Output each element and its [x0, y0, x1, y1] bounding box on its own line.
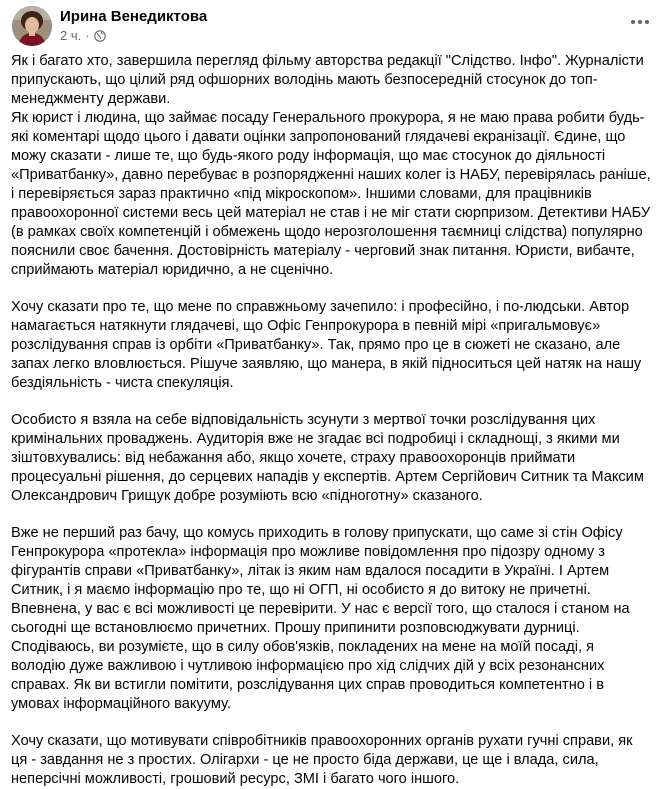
more-horizontal-icon: [630, 19, 650, 25]
author-name[interactable]: Ирина Венедиктова: [60, 8, 208, 25]
globe-icon: [94, 30, 106, 42]
post-time[interactable]: 2 ч.: [60, 28, 82, 43]
avatar-image: [12, 6, 52, 46]
meta-separator: ·: [85, 28, 90, 43]
post-paragraph: Як і багато хто, завершила перегляд фільму авторства редакції "Слідство. Інфо". Журналісти припускають, що цілий ряд офшорних володінь мають безпосередній стосунок до топ-менеджменту держави.: [11, 53, 644, 107]
post-header: [12, 6, 654, 46]
post-text: [11, 52, 651, 789]
post-meta: [60, 28, 106, 43]
post-paragraph: Вже не перший раз бачу, що комусь приходить в голову припускати, що саме зі стін Офісу Генпрокурора «протекла» інформація про можливе повідомлення про підозру одному з фігурантів справи «Приватбанку», літак із яким нам вдалося посадити в Україні. І Артем Ситник, і я маємо інформацію про те, що ні ОГП, ні особисто я до витоку не причетні. Впевнена, у вас є всі можливості це перевірити. У нас є версії того, що сталося і станом на сьогодні ще встановлюємо причетних. Прошу припинити розповсюджувати дурниці. Сподіваюсь, ви розумієте, що в силу обов'язків, покладених на мене на моїй посаді, я володію дуже важливою і чутливою інформацією про хід слідчих дій у всіх резонансних справах. Як ви встигли помітити, розслідування цих справ проводиться компетентно і в умовах інформаційного вакууму.: [11, 525, 630, 712]
post-paragraph: Хочу сказати, що мотивувати співробітників правоохоронних органів рухати гучні справи, як ця - завдання не з простих. Олігархи - це не просто біда держави, це ще і влада, сила, неперсічні можливості, грошовий ресурс, ЗМІ і багато чого іншого.: [11, 733, 633, 787]
more-options-button[interactable]: [626, 12, 654, 32]
avatar[interactable]: [12, 6, 52, 46]
post-paragraph: Як юрист і людина, що займає посаду Генерального прокурора, я не маю права робити будь-які коментарі щодо цього і давати оцінки запропонований глядачеві екранізації. Єдине, що можу сказати - лише те, що будь-якого роду інформація, що має стосунок до діяльності «Приватбанку», давно перебуває в розпорядженні наших колег із НАБУ, перевірялась раніше, і перевіряється зараз практично «під мікроскопом». Іншими словами, для працівників правоохоронної системи весь цей матеріал не став і не міг стати сюрпризом. Детективи НАБУ (в рамках своїх компетенцій і обмежень щодо нерозголошення таємниці слідства) популярно пояснили своє бачення. Достовірність матеріалу - черговий знак питання. Юристи, вибачте, сприймають матеріал юридично, а не сценічно.: [11, 110, 651, 278]
post-paragraph: Особисто я взяла на себе відповідальність зсунути з мертвої точки розслідування цих кримінальних проваджень. Аудиторія вже не згадає всі подробиці і складнощі, з якими ми зіштовхувались: від небажання або, якщо хочете, страху правоохоронців приймати процесуальні рішення, до серцевих нападів у експертів. Артем Сергійович Ситник та Максим Олександрович Грищук добре розуміють всю «підноготну» сказаного.: [11, 412, 644, 504]
post-paragraph: Хочу сказати про те, що мене по справжньому зачепило: і професійно, і по-людськи. Автор намагається натякнути глядачеві, що Офіс Генпрокурора в певній мірі «пригальмовує» розслідування справ із орбіти «Приватбанку». Так, прямо про це в сюжеті не сказано, але запах легко вловлюється. Рішуче заявляю, що манера, в якій підноситься цей натяк на нашу бездіяльність - чиста спекуляція.: [11, 299, 642, 391]
